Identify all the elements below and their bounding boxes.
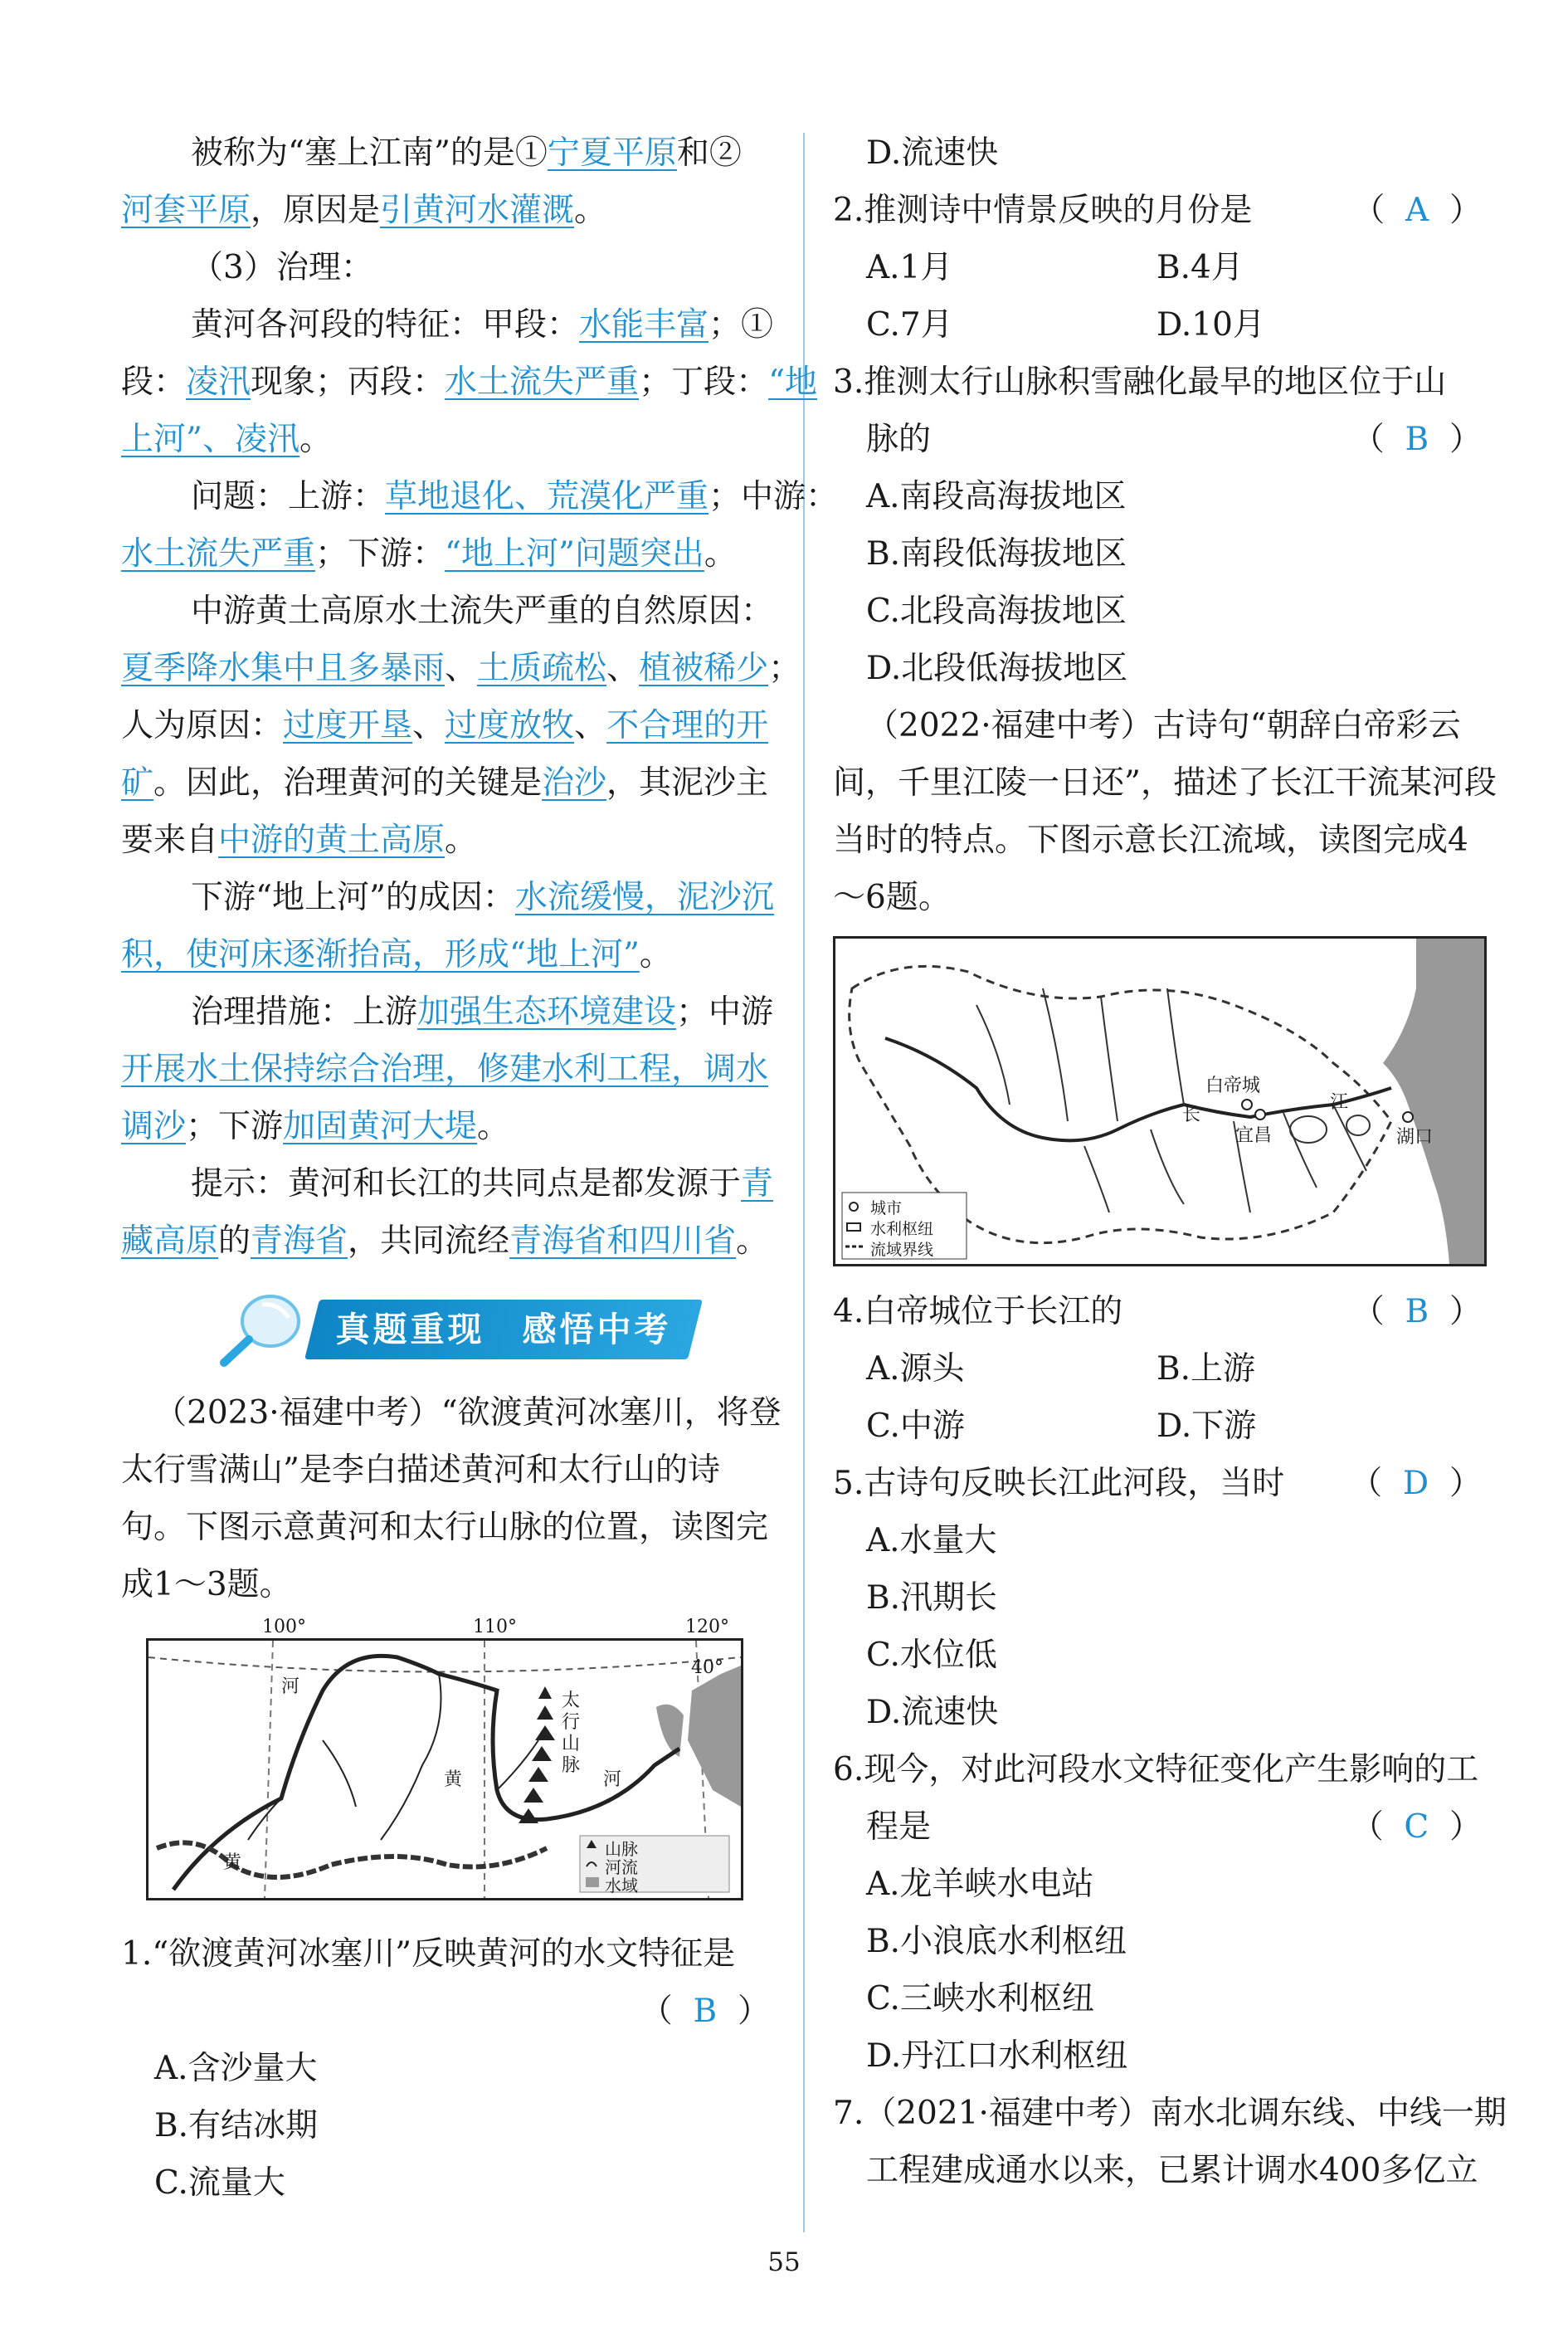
text-line: 提示：黄河和长江的共同点是都发源于青 (191, 1165, 774, 1203)
answer-fill: 水能丰富 (579, 306, 709, 344)
text-line: 被称为“塞上江南”的是①宁夏平原和② (191, 134, 742, 172)
option: C.北段高海拔地区 (866, 593, 1127, 630)
lon-label: 100° (262, 1617, 306, 1637)
page-number: 55 (767, 2247, 801, 2277)
option: B.汛期长 (866, 1579, 998, 1617)
answer-fill: 青海省和四川省 (509, 1222, 737, 1260)
answer-fill: 宁夏平原 (547, 134, 677, 172)
question-6-stem: 程是 （ C ） (866, 1808, 1482, 1846)
answer-fill: 草地退化、荒漠化严重 (385, 478, 709, 515)
text-line: 夏季降水集中且多暴雨、土质疏松、植被稀少； (121, 650, 801, 687)
map-label-taihang: 太 行 山 脉 (562, 1690, 581, 1776)
answer-fill: 青海省 (251, 1222, 348, 1260)
option: A.龙羊峡水电站 (866, 1866, 1094, 1903)
answer-fill: 过度开垦 (283, 707, 413, 744)
left-column (121, 124, 839, 2212)
text-line: 河套平原，原因是引黄河水灌溉。 (121, 192, 607, 229)
legend-river: 河流 (605, 1857, 638, 1877)
text-line: 矿。因此，治理黄河的关键是治沙，其泥沙主 (121, 764, 769, 802)
answer-fill: 过度放牧 (445, 707, 575, 744)
option: B.有结冰期 (154, 2107, 319, 2144)
lon-label: 110° (473, 1617, 517, 1637)
answer-fill: 夏季降水集中且多暴雨 (121, 650, 446, 687)
legend-hydro: 水利枢纽 (870, 1220, 934, 1238)
text-line: 当时的特点。下图示意长江流域，读图完成4 (833, 822, 1468, 859)
map-label-baidicheng: 白帝城 (1205, 1076, 1261, 1096)
question-7-stem: 7.（2021·福建中考）南水北调东线、中线一期 (833, 2095, 1507, 2132)
question-7-stem: 工程建成通水以来，已累计调水400多亿立 (866, 2152, 1478, 2189)
lat-label: 40° (691, 1657, 723, 1678)
option: D.丹江口水利枢纽 (866, 2037, 1128, 2075)
question-1-stem: 1.“欲渡黄河冰塞川”反映黄河的水文特征是 (121, 1935, 736, 1973)
answer-fill: 引黄河水灌溉 (380, 192, 575, 229)
text-line: 人为原因：过度开垦、过度放牧、不合理的开 (121, 707, 769, 744)
legend-water: 水域 (605, 1876, 638, 1895)
option-row: C.中游 D.下游 (866, 1407, 1257, 1445)
option: C.流量大 (154, 2164, 285, 2202)
option: D.流速快 (866, 134, 999, 172)
answer-fill: 凌汛 (186, 363, 251, 401)
map-yangtze-block (833, 936, 1485, 1283)
answer-fill: 不合理的开 (606, 707, 769, 744)
answer-fill: 加固黄河大堤 (283, 1108, 478, 1145)
text-line: 黄河各河段的特征：甲段：水能丰富；① (191, 306, 774, 344)
map-label-hukou: 湖口 (1396, 1127, 1434, 1148)
answer-fill: 上河”、凌汛 (121, 421, 299, 458)
text-line: 成1～3题。 (121, 1566, 292, 1603)
yellow-river-map (146, 1638, 743, 1900)
text-line: 上河”、凌汛。 (121, 421, 332, 458)
text-line: 水土流失严重；下游：“地上河”问题突出。 (121, 535, 737, 573)
yangtze-map (833, 936, 1487, 1266)
question-6-stem: 6.现今，对此河段水文特征变化产生影响的工 (833, 1751, 1479, 1788)
answer-fill: 河套平原 (121, 192, 251, 229)
option: D.流速快 (866, 1694, 999, 1731)
text-line: （2022·福建中考）古诗句“朝辞白帝彩云 (866, 707, 1461, 744)
question-5-stem: 5.古诗句反映长江此河段，当时 （ D ） (833, 1465, 1482, 1502)
text-line: 句。下图示意黄河和太行山脉的位置，读图完 (121, 1509, 769, 1546)
text-line: 积，使河床逐渐抬高，形成“地上河”。 (121, 936, 672, 973)
option: C.三峡水利枢纽 (866, 1980, 1094, 2017)
answer-fill: 水流缓慢，泥沙沉 (514, 879, 774, 916)
option: C.水位低 (866, 1637, 997, 1674)
question-4-stem: 4.白帝城位于长江的 （ B ） (833, 1293, 1482, 1330)
answer-fill: 中游的黄土高原 (218, 822, 446, 859)
answer-fill: 治沙 (542, 764, 607, 802)
option: B.小浪底水利枢纽 (866, 1923, 1127, 1960)
question-3-stem: 脉的 （ B ） (866, 421, 1482, 458)
text-line: 间，千里江陵一日还”，描述了长江干流某河段 (833, 764, 1497, 802)
answer-fill: 积，使河床逐渐抬高，形成“地上河” (121, 936, 640, 973)
question-1-answer: （ B ） (640, 1993, 770, 2030)
text-line: 下游“地上河”的成因：水流缓慢，泥沙沉 (191, 879, 774, 916)
question-2-stem: 2.推测诗中情景反映的月份是 （ A ） (833, 192, 1482, 229)
option: A.水量大 (866, 1522, 997, 1559)
section-banner (121, 1288, 773, 1369)
answer-fill: 矿 (121, 764, 154, 802)
column-divider (803, 133, 805, 2232)
answer-fill: 藏高原 (121, 1222, 219, 1260)
option: A.含沙量大 (154, 2050, 318, 2087)
banner-title: 真题重现 感悟中考 (335, 1310, 672, 1349)
answer-fill: 植被稀少 (639, 650, 769, 687)
text-line: 要来自中游的黄土高原。 (121, 822, 478, 859)
option: A.南段高海拔地区 (866, 478, 1127, 515)
legend-mountain: 山脉 (605, 1839, 638, 1859)
answer-fill: 加强生态环境建设 (417, 993, 677, 1031)
question-3-stem: 3.推测太行山脉积雪融化最早的地区位于山 (833, 363, 1447, 401)
map-label-he: 河 (281, 1676, 300, 1697)
map-label-huang: 黄 (444, 1769, 463, 1790)
text-line: （2023·福建中考）“欲渡黄河冰塞川，将登 (154, 1394, 782, 1432)
answer-fill: 开展水土保持综合治理，修建水利工程，调水 (121, 1051, 769, 1088)
answer-fill: “地上河”问题突出 (445, 535, 704, 573)
map-label-he: 河 (603, 1769, 622, 1790)
map-label-huang: 黄 (223, 1852, 242, 1873)
answer-fill: 水土流失严重 (121, 535, 316, 573)
text-line (121, 1041, 773, 1098)
map-label-jiang: 江 (1330, 1092, 1349, 1113)
answer-fill: 土质疏松 (477, 650, 607, 687)
answer-fill: 水土流失严重 (445, 363, 640, 401)
map-label-chang: 长 (1182, 1105, 1201, 1125)
right-column (833, 124, 1507, 2199)
text-line: 中游黄土高原水土流失严重的自然原因： (191, 593, 774, 630)
option-row: A.源头 B.上游 (866, 1350, 1256, 1388)
legend-boundary: 流域界线 (870, 1241, 934, 1259)
answer-fill: 青 (741, 1165, 774, 1203)
text-line: 治理措施：上游加强生态环境建设；中游 (191, 993, 774, 1031)
answer-fill: “地 (768, 363, 818, 401)
option: B.南段低海拔地区 (866, 535, 1127, 573)
map-label-yichang: 宜昌 (1235, 1125, 1273, 1146)
map-yellow-river-block (121, 1617, 773, 1925)
legend-city: 城市 (870, 1199, 903, 1217)
lon-label: 120° (685, 1617, 729, 1637)
text-line: 调沙；下游加固黄河大堤。 (121, 1108, 510, 1145)
text-line: 藏高原的青海省，共同流经青海省和四川省。 (121, 1222, 769, 1260)
option-row: C.7月 D.10月 (866, 306, 1265, 344)
option-row: A.1月 B.4月 (866, 249, 1244, 286)
text-line: ～6题。 (833, 879, 951, 916)
text-line: 太行雪满山”是李白描述黄河和太行山的诗 (121, 1451, 720, 1489)
option: D.北段低海拔地区 (866, 650, 1128, 687)
text-line: 段：凌汛现象；丙段：水土流失严重；丁段：“地 (121, 363, 818, 401)
answer-fill: 调沙 (121, 1108, 187, 1145)
section-heading: （3）治理： (191, 249, 373, 286)
text-line: 问题：上游：草地退化、荒漠化严重；中游： (191, 478, 839, 515)
magnifier-icon (212, 1288, 312, 1369)
